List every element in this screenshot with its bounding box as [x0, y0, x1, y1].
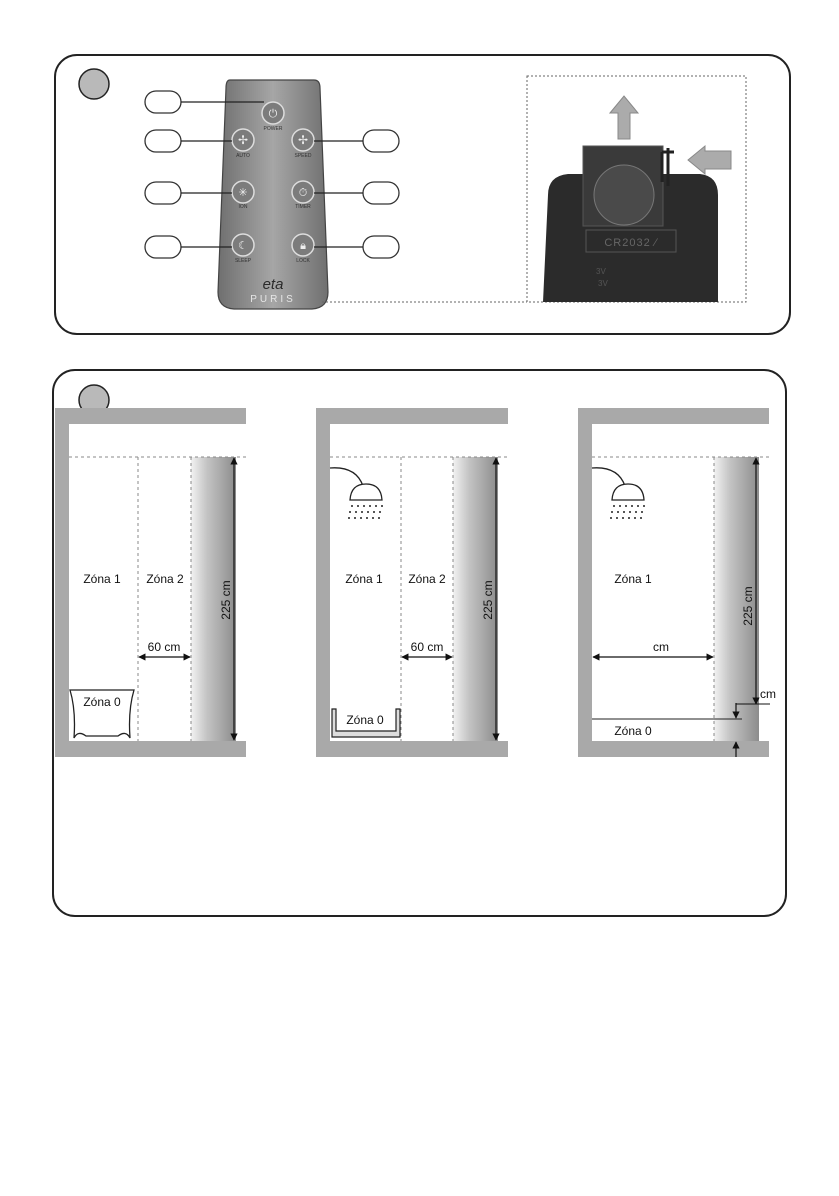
sleep-button[interactable]: [232, 234, 254, 264]
floor: [55, 741, 246, 757]
left-wall: [55, 424, 69, 757]
ion-icon: ✳: [238, 187, 248, 199]
width-label: 60 cm: [147, 640, 181, 654]
bathroom-panel-2: [316, 408, 510, 757]
timer-label: TIMER: [295, 204, 311, 210]
callout-timer: [363, 182, 399, 204]
width-label: 60 cm: [410, 640, 444, 654]
left-wall: [316, 424, 330, 757]
battery-small-text-2: 3V: [598, 279, 608, 288]
left-wall: [578, 424, 592, 757]
height-label: 225 cm: [481, 580, 495, 620]
lock-icon: 🔒︎: [300, 240, 306, 252]
callout-speed: [363, 130, 399, 152]
zone-1-label: Zóna 1: [614, 572, 652, 586]
zone-2-label: Zóna 2: [146, 572, 184, 586]
zone-0-label: Zóna 0: [83, 695, 121, 709]
brand-logo: eta: [262, 276, 284, 293]
bathroom-panel-1: [55, 408, 246, 757]
arrow-up-icon: [610, 96, 638, 139]
remote-control: [218, 80, 328, 309]
power-icon: ⏻: [268, 108, 278, 120]
timer-button[interactable]: [292, 181, 314, 210]
power-label: POWER: [263, 126, 283, 132]
floor: [578, 741, 769, 757]
bathroom-panel-3: [578, 408, 776, 757]
ceiling: [316, 408, 508, 424]
zone-1-label: Zóna 1: [345, 572, 383, 586]
power-button[interactable]: [262, 102, 284, 132]
callout-ion: [145, 182, 181, 204]
arrow-left-icon: [688, 146, 731, 174]
zone-0-label: Zóna 0: [346, 713, 384, 727]
callout-sleep: [145, 236, 181, 258]
battery-cell: [594, 165, 654, 225]
fan-icon: ✢: [237, 133, 249, 147]
fan-speed-icon: ✢: [297, 133, 309, 147]
callout-lock: [363, 236, 399, 258]
ion-label: ION: [238, 204, 248, 210]
timer-icon: ⏱: [298, 187, 308, 199]
zone-2-label: Zóna 2: [408, 572, 446, 586]
shower-head-icon: [592, 468, 645, 519]
ceiling: [578, 408, 769, 424]
battery-small-text-1: 3V: [596, 267, 606, 276]
zone-0-label: Zóna 0: [614, 724, 652, 738]
auto-label: AUTO: [236, 153, 250, 159]
callout-auto: [145, 130, 181, 152]
lock-label: LOCK: [296, 258, 310, 264]
zone-1-label: Zóna 1: [83, 572, 121, 586]
battery-cover-text: CR2032 ∕: [604, 237, 658, 249]
moon-icon: ☾: [238, 240, 248, 252]
floor: [316, 741, 508, 757]
height-label: 225 cm: [741, 586, 755, 626]
speed-label: SPEED: [294, 153, 312, 159]
model-name: PURIS: [250, 294, 296, 305]
height-label: 225 cm: [219, 580, 233, 620]
floor-gap-label: cm: [760, 687, 776, 701]
speed-button[interactable]: [292, 129, 314, 159]
sleep-label: SLEEP: [234, 258, 252, 264]
width-label: cm: [653, 640, 669, 654]
figure-1-badge: [79, 69, 109, 99]
callout-power: [145, 91, 181, 113]
ceiling: [55, 408, 246, 424]
shower-head-icon: [330, 468, 383, 519]
